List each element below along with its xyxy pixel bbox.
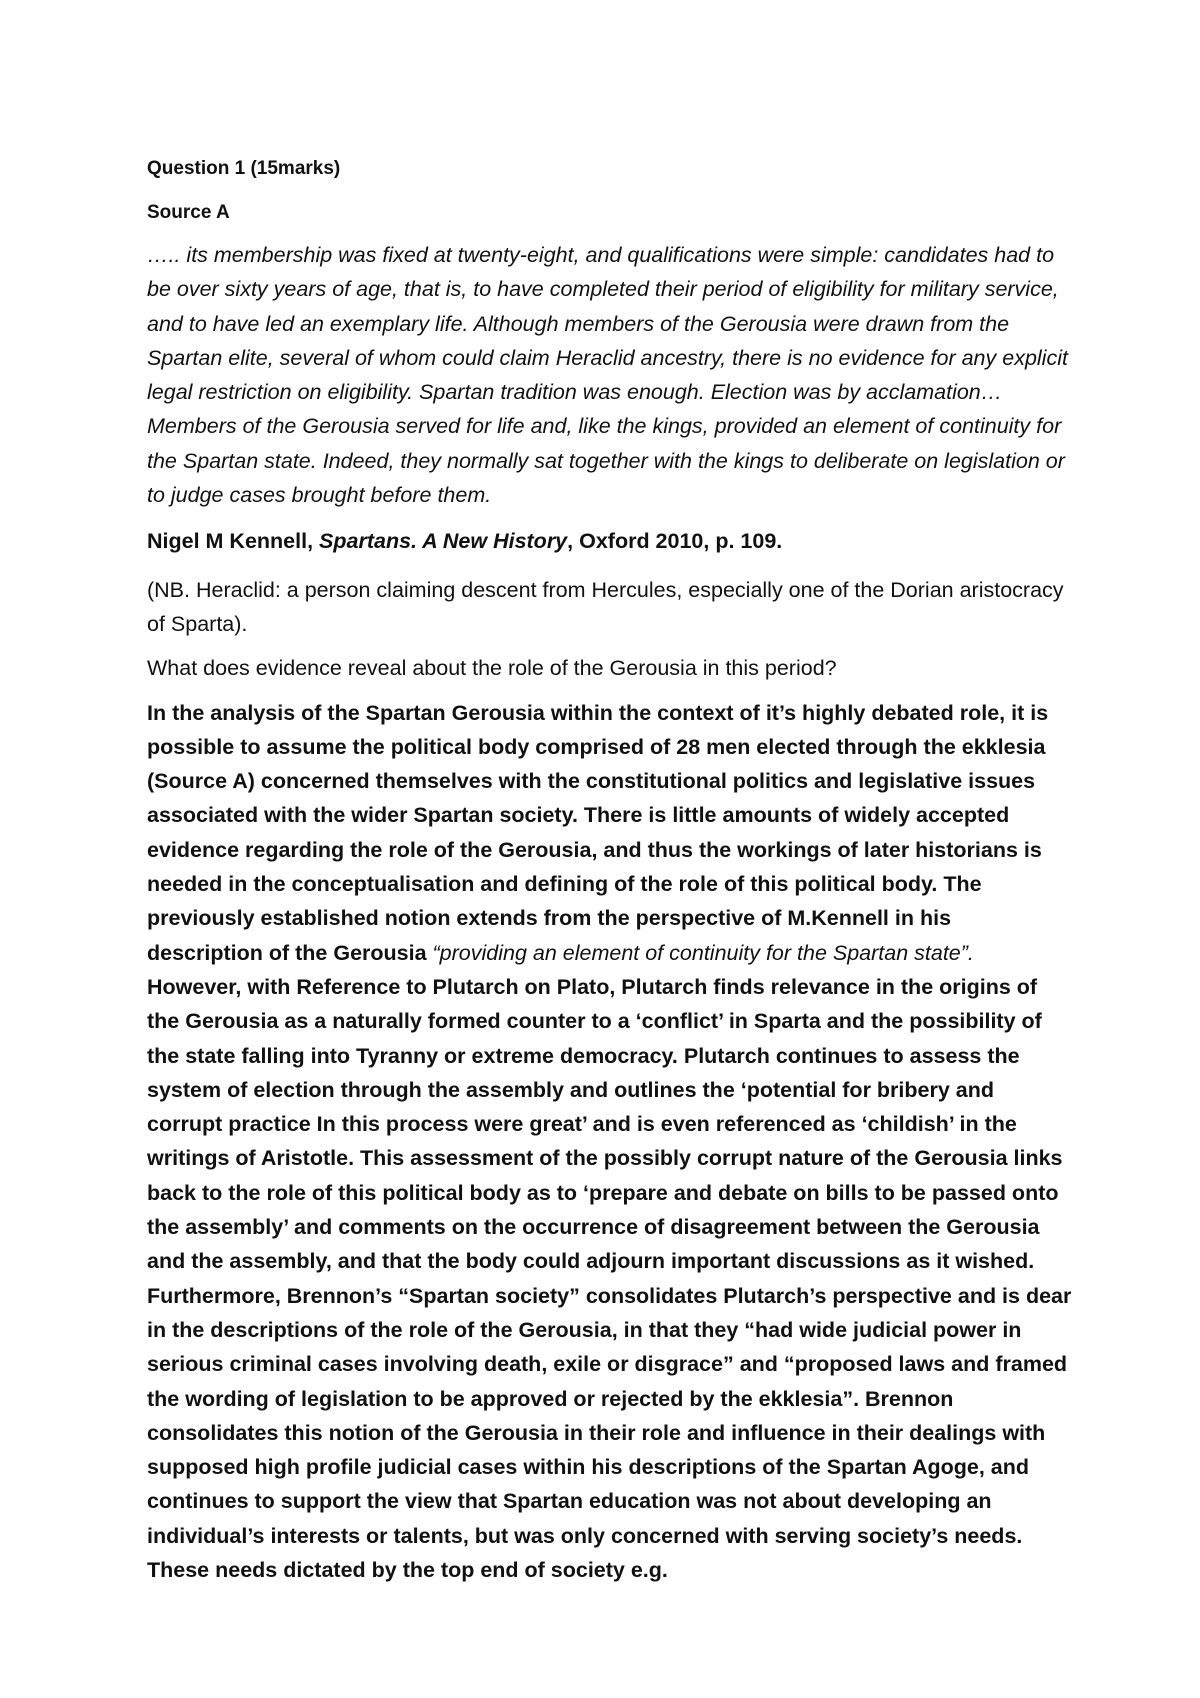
answer-part-1: In the analysis of the Spartan Gerousia within the context of it’s highly debated role, it is possible to assume the political body comprised of 28 men elected through the ekklesia (Source A) concerned themselves with the constitutional politics and legislative issues associated with the wider Spartan society. There is little amounts of widely accepted evidence regarding the role of the Gerousia, and thus the workings of later historians is needed in the conceptualisation and defining of the role of this political body. The previously established notion extends from the perspective of M.Kennell in his description of the Gerousia: [147, 700, 1049, 965]
heraclid-note: (NB. Heraclid: a person claiming descent from Hercules, especially one of the Dorian aristocracy of Sparta).: [147, 577, 1064, 636]
document-page: [147, 156, 1072, 1587]
essay-answer: [147, 696, 1072, 1588]
citation-details: , Oxford 2010, p. 109.: [567, 529, 783, 554]
question-heading: Question 1 (15marks): [147, 158, 341, 179]
citation-title: Spartans. A New History: [319, 529, 568, 554]
essay-question: What does evidence reveal about the role of the Gerousia in this period?: [147, 656, 837, 681]
citation: [147, 524, 1072, 558]
source-quote: ….. its membership was fixed at twenty-eight, and qualifications were simple: candidates had to be over sixty years of age, that is, to have completed their period of eligibility for military service, and to have led an exemplary life. Although members of the Gerousia were drawn from the Spartan elite, several of whom could claim Heraclid ancestry, there is no evidence for any explicit legal restriction on eligibility. Spartan tradition was enough. Election was by acclamation…Members of the Gerousia served for life and, like the kings, provided an element of continuity for the Spartan state. Indeed, they normally sat together with the kings to deliberate on legislation or to judge cases brought before them.: [147, 243, 1068, 508]
citation-author: Nigel M Kennell,: [147, 529, 320, 554]
answer-part-2: However, with Reference to Plutarch on Plato, Plutarch finds relevance in the origins of the Gerousia as a naturally formed counter to a ‘conflict’ in Sparta and the possibility of the state falling into Tyranny or extreme democracy. Plutarch continues to assess the system of election through the assembly and outlines the ‘potential for bribery and corrupt practice In this process were great’ and is even referenced as ‘childish’ in the writings of Aristotle. This assessment of the possibly corrupt nature of the Gerousia links back to the role of this political body as to ‘prepare and debate on bills to be passed onto the assembly’ and comments on the occurrence of disagreement between the Gerousia and the assembly, and that the body could adjourn important discussions as it wished. Furthermore, Brennon’s “Spartan society” consolidates Plutarch’s perspective and is dear in the descriptions of the role of the Gerousia, in that they “had wide judicial power in serious criminal cases involving death, exile or disgrace” and “proposed laws and framed the wording of legislation to be approved or rejected by the ekklesia”. Brennon consolidates this notion of the Gerousia in their role and influence in their dealings with supposed high profile judicial cases within his descriptions of the Spartan Agoge, and continues to support the view that Spartan education was not about developing an individual’s interests or talents, but was only concerned with serving society’s needs. These needs dictated by the top end of society e.g.: [147, 974, 1072, 1582]
source-heading: Source A: [147, 202, 230, 223]
answer-quoted-phrase: “providing an element of continuity for the Spartan state”.: [432, 940, 974, 965]
